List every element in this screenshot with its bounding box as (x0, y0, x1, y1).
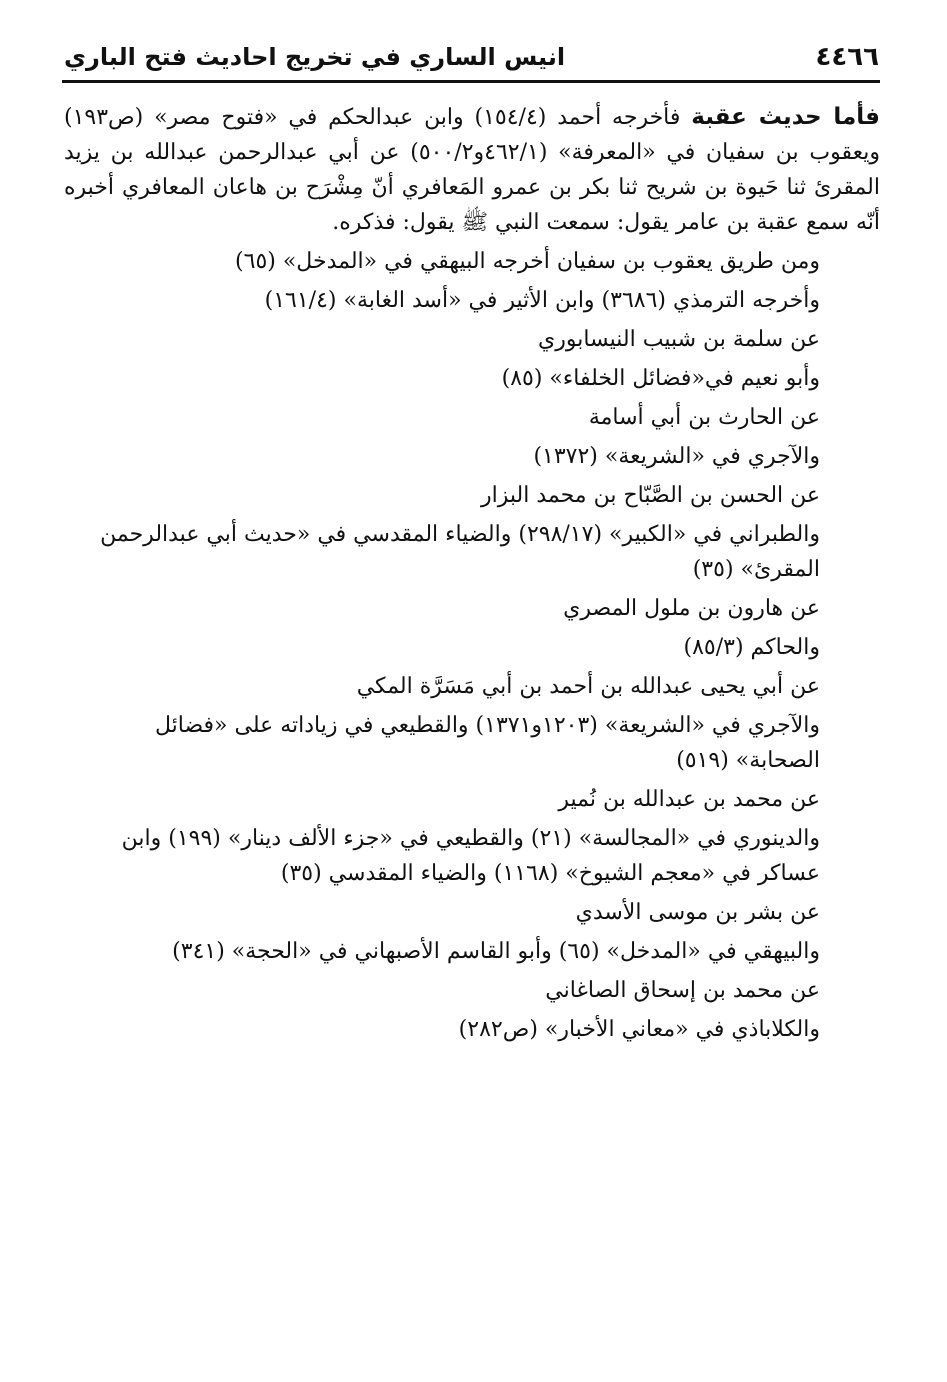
narrator-line: عن محمد بن عبدالله بن نُمير (558, 787, 820, 812)
intro-lead: فأما حديث عقبة (691, 104, 880, 130)
source-line: وأخرجه الترمذي (٣٦٨٦) وابن الأثير في «أسد الغابة» (١٦١/٤) (264, 288, 820, 313)
source-line: والآجري في «الشريعة» (١٣٧٢) (533, 444, 820, 469)
header-rule (62, 80, 880, 83)
narrator-line: عن محمد بن إسحاق الصاغاني (545, 978, 820, 1003)
intro-paragraph (64, 100, 880, 240)
narrator-line: عن بشر بن موسى الأسدي (575, 900, 820, 925)
intro-body: فأخرجه أحمد (١٥٤/٤) وابن عبدالحكم في «فتوح مصر» (ص١٩٣) ويعقوب بن سفيان في «المعرفة» (٤٦٢/١و٥٠٠/٢) عن أبي عبدالرحمن عبدالله بن يزيد المقرئ ثنا حَيوة بن شريح ثنا بكر بن عمرو المَعافري أنّ مِشْرَح بن هاعان المعافري أخبره أنّه سمع عقبة بن عامر يقول: سمعت النبي ﷺ يقول: فذكره. (64, 105, 881, 235)
main-text (64, 100, 880, 1051)
source-line: والطبراني في «الكبير» (٢٩٨/١٧) والضياء المقدسي في «حديث أبي عبدالرحمن المقرئ» (٣٥) (100, 522, 820, 582)
source-line: والكلاباذي في «معاني الأخبار» (ص٢٨٢) (458, 1017, 820, 1042)
narrator-line: عن الحسن بن الصَّبّاح بن محمد البزار (481, 483, 820, 508)
source-line: والآجري في «الشريعة» (١٢٠٣و١٣٧١) والقطيعي في زياداته على «فضائل الصحابة» (٥١٩) (154, 713, 820, 773)
source-line: ومن طريق يعقوب بن سفيان أخرجه البيهقي في «المدخل» (٦٥) (235, 249, 820, 274)
page-number: ٤٤٦٦ (815, 42, 879, 72)
running-title: انيس الساري في تخريج احاديث فتح الباري (64, 43, 566, 71)
narrator-line: عن أبي يحيى عبدالله بن أحمد بن أبي مَسَرَّة المكي (356, 674, 820, 699)
narrator-line: عن الحارث بن أبي أسامة (588, 405, 820, 430)
source-line: والبيهقي في «المدخل» (٦٥) وأبو القاسم الأصبهاني في «الحجة» (٣٤١) (172, 939, 820, 964)
running-head (64, 34, 879, 80)
narrator-line: عن سلمة بن شبيب النيسابوري (537, 327, 820, 352)
source-line: والحاكم (٨٥/٣) (683, 635, 820, 660)
source-line: والدينوري في «المجالسة» (٢١) والقطيعي في «جزء الألف دينار» (١٩٩) وابن عساكر في «معجم الشيوخ» (١١٦٨) والضياء المقدسي (٣٥) (121, 826, 820, 886)
source-line: وأبو نعيم في«فضائل الخلفاء» (٨٥) (501, 366, 820, 391)
narrator-line: عن هارون بن ملول المصري (563, 596, 820, 621)
